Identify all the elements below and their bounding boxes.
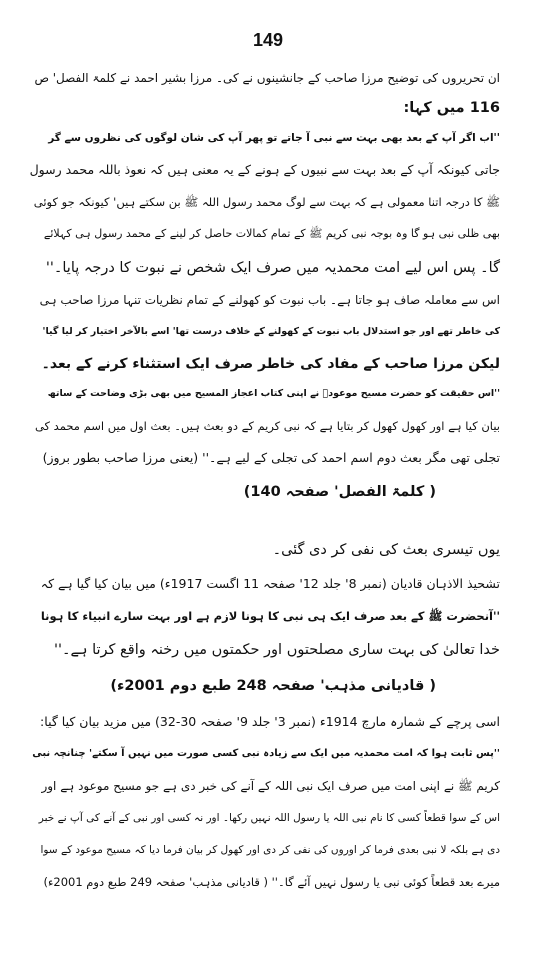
quote-line: گا۔ پس اس لیے امت محمدیہ میں صرف ایک شخص نے نبوت کا درجہ پایا۔'' bbox=[45, 260, 500, 276]
quote-line: جاتی کیونکہ آپ کے بعد بہت سے نبیوں کے ہونے کے یہ معنی ہیں کہ نعوذ باللہ محمد رسول bbox=[29, 162, 500, 177]
page-number: 149 bbox=[252, 30, 284, 50]
quote-line: اس کے سوا قطعاً کسی کا نام نبی اللہ یا رسول اللہ نہیں رکھا۔ اور نہ کسی اور نبی کے آنے کی آپ نے خبر bbox=[38, 812, 500, 824]
text-line: 116 میں کہا: bbox=[403, 100, 500, 116]
text-line: اسی پرچے کے شمارہ مارچ 1914ء (نمبر 3' جلد 9' صفحہ 30-32) میں مزید بیان کیا گیا: bbox=[40, 714, 500, 729]
quote-line: دی ہے بلکہ لا نبی بعدی فرما کر اوروں کی نفی کر دی اور کھول کر بیان فرما دیا کہ مسیح موعود کے سوا bbox=[40, 844, 500, 856]
text-line: ان تحریروں کی توضیح مرزا صاحب کے جانشینوں نے کی۔ مرزا بشیر احمد نے کلمۃ الفصل' ص bbox=[34, 71, 500, 85]
text-line: تشحیذ الاذہان قادیان (نمبر 8' جلد 12' صفحہ 11 اگست 1917ء) میں بیان کیا گیا ہے کہ bbox=[40, 576, 500, 591]
quote-line: تجلی تھی مگر بعث دوم اسم احمد کی تجلی کے لیے ہے۔'' (یعنی مرزا صاحب بطور بروز) bbox=[42, 450, 500, 465]
citation: ( قادیانی مذہب' صفحہ 248 طبع دوم 2001ء) bbox=[110, 678, 436, 694]
citation: ( کلمۃ الفصل' صفحہ 140) bbox=[243, 484, 436, 500]
quote-line: خدا تعالیٰ کی بہت ساری مصلحتوں اور حکمتوں میں رخنہ واقع کرتا ہے۔'' bbox=[54, 642, 500, 658]
quote-line: میرے بعد قطعاً کوئی نبی یا رسول نہیں آئے گا۔'' ( قادیانی مذہب' صفحہ 249 طبع دوم 2001ء) bbox=[43, 875, 500, 889]
quote-line: بیان کیا ہے اور کھول کھول کر بتایا ہے کہ نبی کریم کے دو بعث ہیں۔ بعث اول میں اسم محمد کی bbox=[34, 419, 500, 433]
text-line: لیکن مرزا صاحب کے مفاد کی خاطر صرف ایک استثناء کرنے کے بعد۔ bbox=[41, 356, 500, 372]
quote-line: کریم ﷺ نے اپنی امت میں صرف ایک نبی اللہ کے آنے کی خبر دی ہے جو مسیح موعود ہے اور bbox=[41, 779, 500, 793]
text-line: اس سے معاملہ صاف ہو جاتا ہے۔ باب نبوت کو کھولنے کے تمام نظریات تنہا مرزا صاحب ہی bbox=[39, 293, 500, 307]
quote-line: ''آنحضرت ﷺ کے بعد صرف ایک ہی نبی کا ہونا لازم ہے اور بہت سارے انبیاء کا ہونا bbox=[40, 609, 500, 623]
quote-line: ﷺ کا درجہ اتنا معمولی ہے کہ بہت سے لوگ محمد رسول اللہ ﷺ بن سکتے ہیں' کیونکہ جو کوئی bbox=[33, 195, 500, 209]
text-line: یوں تیسری بعث کی نفی کر دی گئی۔ bbox=[272, 542, 500, 558]
quote-line: بھی ظلی نبی ہو گا وہ بوجہ نبی کریم ﷺ کے تمام کمالات حاصل کر لینے کے محمد رسول ہی کہلائے bbox=[43, 227, 500, 240]
quote-line: ''پس ثابت ہوا کہ امت محمدیہ میں ایک سے زیادہ نبی کسی صورت میں نہیں آ سکتے' چنانچہ نبی bbox=[32, 748, 500, 759]
quote-line: ''اب اگر آپ کے بعد بھی بہت سے نبی آ جاتے تو پھر آپ کی شان لوگوں کی نظروں سے گر bbox=[48, 132, 500, 144]
text-line: کی خاطر تھے اور جو استدلال باب نبوت کے کھولنے کے خلاف درست تھا' اسے بالآخر اختیار کر لیا گیا' bbox=[42, 326, 500, 337]
quote-line: ''اس حقیقت کو حضرت مسیح موعودؑ نے اپنی کتاب اعجاز المسیح میں بھی بڑی وضاحت کے ساتھ bbox=[47, 388, 500, 399]
